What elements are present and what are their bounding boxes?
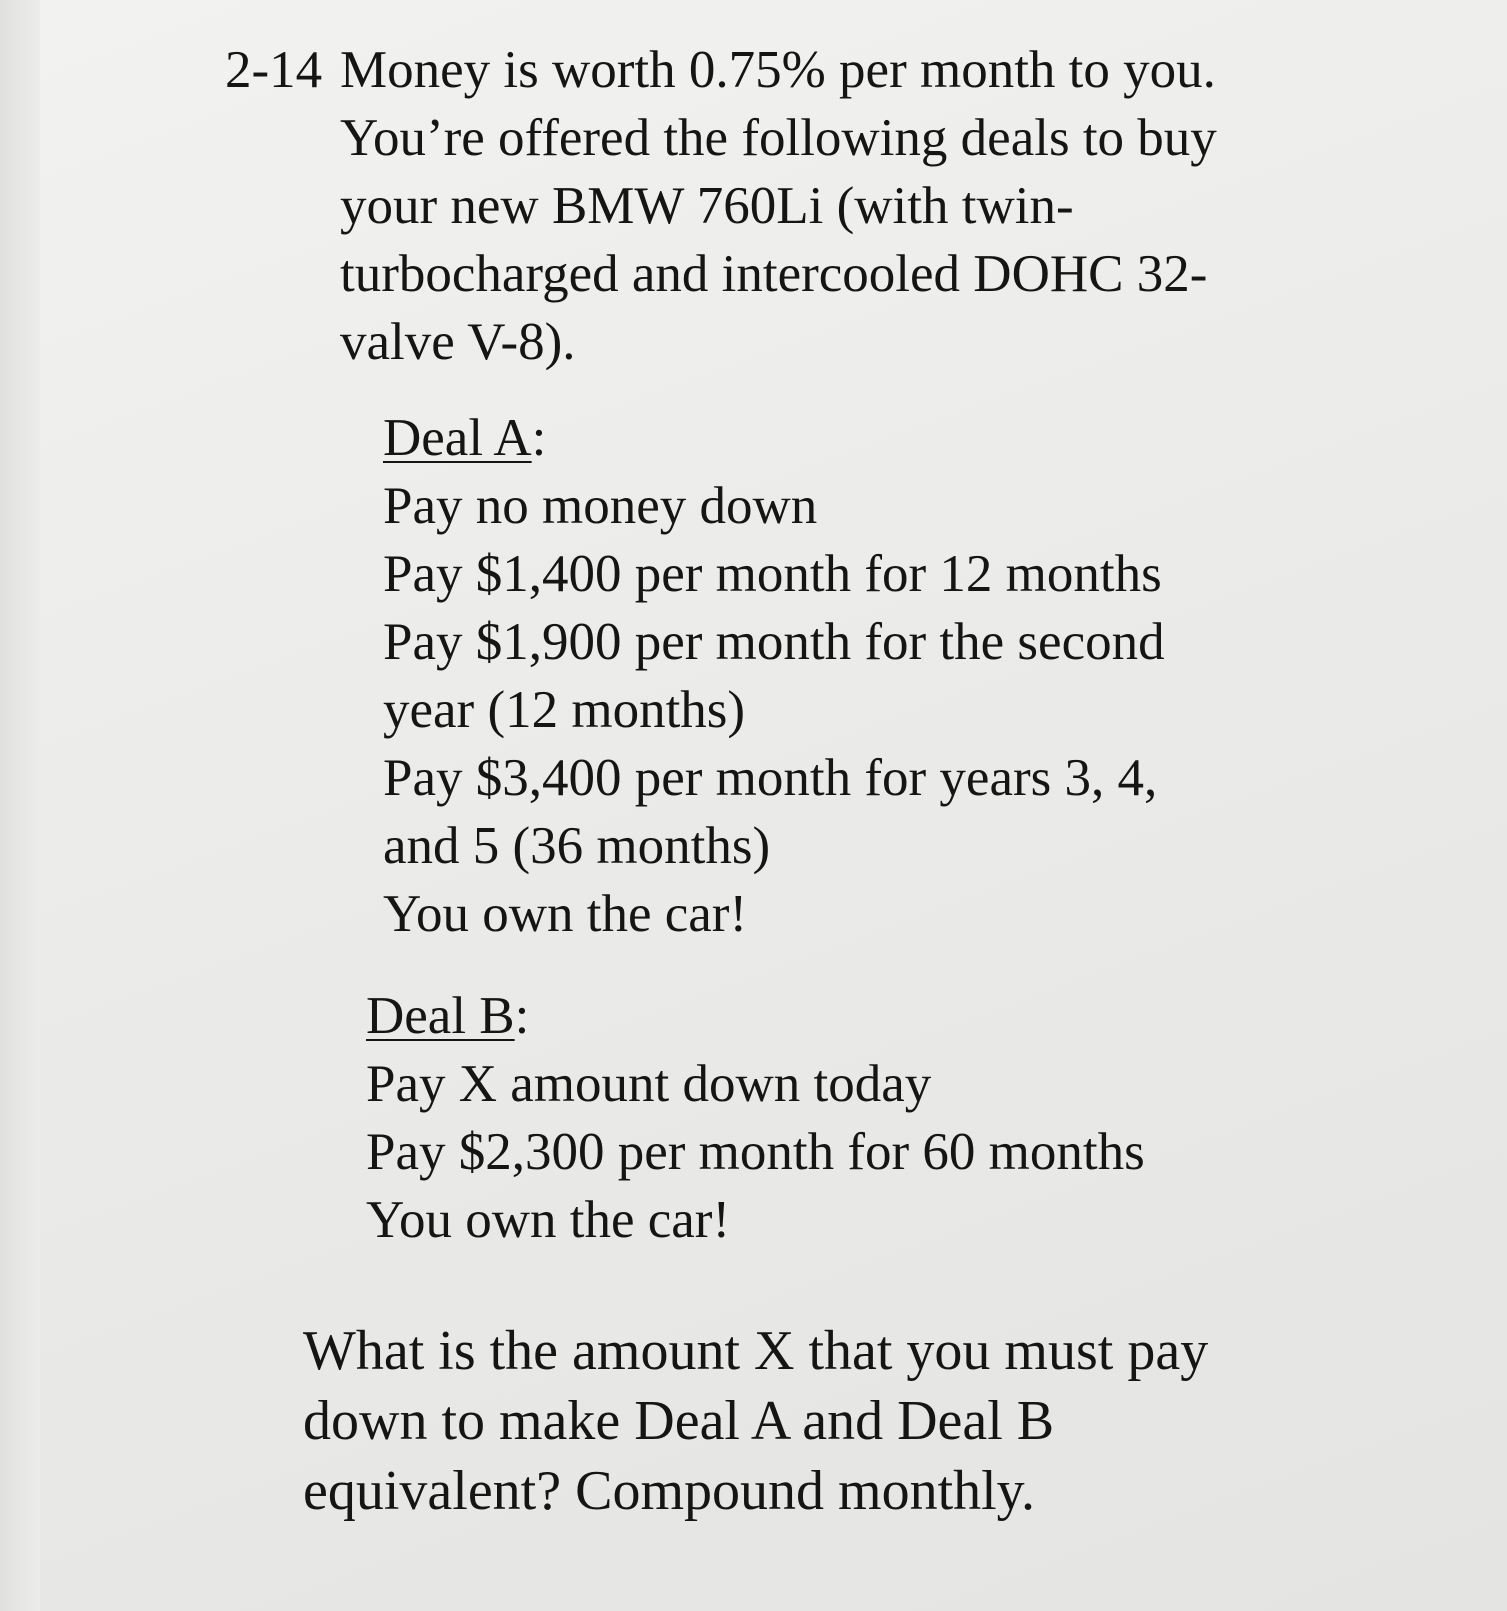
deal-a-line: Pay no money down — [383, 477, 818, 535]
deal-a-line: year (12 months) — [383, 681, 746, 739]
question-line: What is the amount X that you must pay — [303, 1320, 1209, 1382]
deal-b-line: Pay $2,300 per month for 60 months — [366, 1123, 1145, 1181]
deal-a-line: You own the car! — [383, 885, 748, 943]
deal-a-line: and 5 (36 months) — [383, 817, 771, 875]
question-block — [303, 1316, 1463, 1526]
problem-line-1 — [225, 36, 1425, 104]
problem-text-line: valve V-8). — [340, 313, 576, 371]
deal-b-colon: : — [514, 987, 530, 1045]
deal-a-heading-line — [383, 404, 1383, 472]
problem-text-line: turbocharged and intercooled DOHC 32- — [340, 245, 1208, 303]
deal-b-heading: Deal B — [366, 987, 515, 1045]
deal-b-section — [366, 982, 1366, 1254]
question-line: down to make Deal A and Deal B — [303, 1390, 1055, 1452]
deal-a-heading: Deal A — [383, 409, 532, 467]
deal-b-line: You own the car! — [366, 1191, 731, 1249]
deal-a-colon: : — [531, 409, 547, 467]
deal-a-section — [383, 404, 1383, 948]
deal-b-line: Pay X amount down today — [366, 1055, 932, 1113]
deal-a-line: Pay $1,900 per month for the second — [383, 613, 1165, 671]
question-line: equivalent? Compound monthly. — [303, 1460, 1036, 1522]
page-edge — [0, 0, 40, 1611]
problem-statement — [225, 36, 1425, 376]
deal-a-line: Pay $3,400 per month for years 3, 4, — [383, 749, 1158, 807]
deal-a-line: Pay $1,400 per month for 12 months — [383, 545, 1162, 603]
problem-text-line: Money is worth 0.75% per month to you. — [340, 41, 1216, 99]
problem-text-line: You’re offered the following deals to buy — [340, 109, 1217, 167]
problem-number: 2-14 — [225, 41, 323, 99]
problem-text-line: your new BMW 760Li (with twin- — [340, 177, 1074, 235]
deal-b-heading-line — [366, 982, 1366, 1050]
